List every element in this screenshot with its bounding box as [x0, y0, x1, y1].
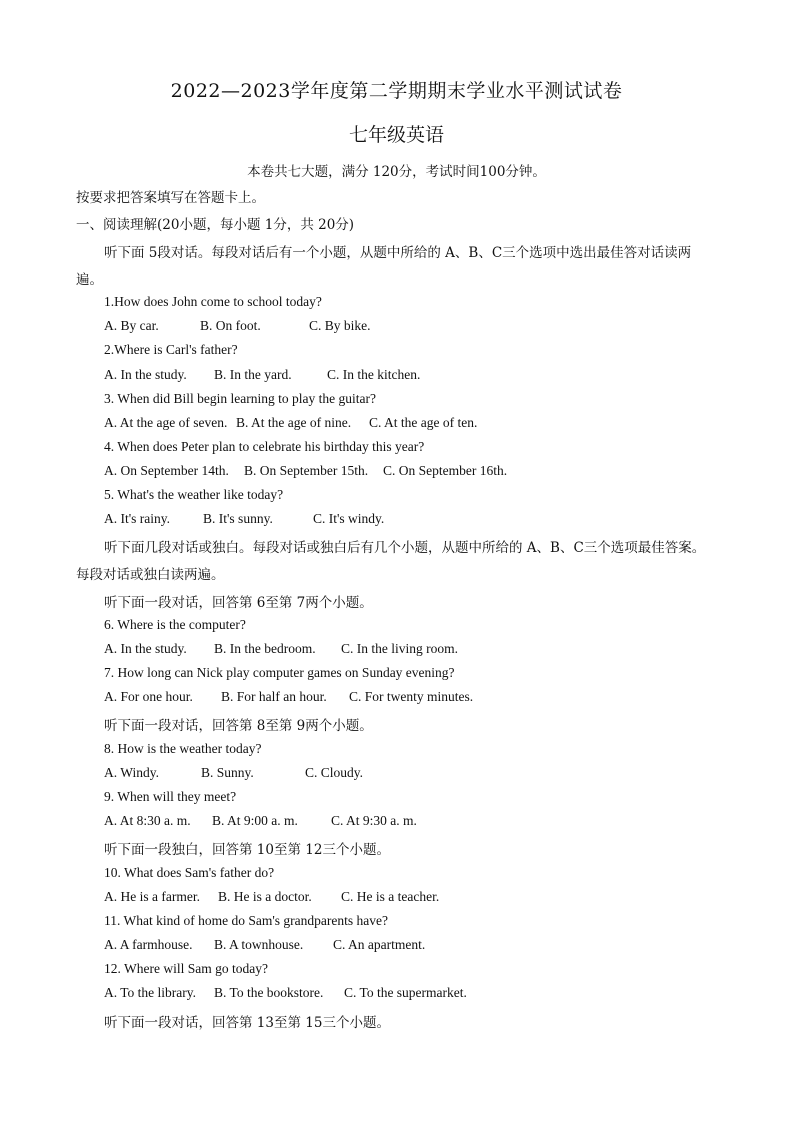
q7-option-b: B. For half an hour. [221, 689, 327, 704]
q11-option-b: B. A townhouse. [214, 937, 304, 952]
q1-option-c: C. By bike. [309, 318, 371, 333]
q4-option-c: C. On September 16th. [383, 463, 508, 478]
q8-option-a: A. Windy. [104, 765, 159, 780]
q7-option-a: A. For one hour. [104, 689, 193, 704]
q2-option-c: C. In the kitchen. [327, 367, 421, 382]
q4-option-b: B. On September 15th. [244, 463, 369, 478]
question-7: 7. How long can Nick play computer games on Sunday evening? [104, 665, 455, 680]
q12-option-c: C. To the supermarket. [344, 985, 467, 1000]
q9-option-c: C. At 9:30 a. m. [331, 813, 417, 828]
question-8: 8. How is the weather today? [104, 741, 262, 756]
q10-option-b: B. He is a doctor. [218, 889, 312, 904]
q10-option-c: C. He is a teacher. [341, 889, 440, 904]
q2-option-a: A. In the study. [104, 367, 187, 382]
question-6: 6. Where is the computer? [104, 617, 246, 632]
subheading-6-7: 听下面一段对话，回答第 6至第 7两个小题。 [104, 595, 373, 611]
directions-2: 听下面几段对话或独白。每段对话或独白后有几个小题，从题中所给的 A、B、C三个选项最佳答案。 [104, 540, 706, 556]
q10-option-a: A. He is a farmer. [104, 889, 200, 904]
directions-1: 听下面 5段对话。每段对话后有一个小题，从题中所给的 A、B、C三个选项中选出最佳答对话读两 [104, 245, 692, 261]
q5-option-a: A. It's rainy. [104, 511, 171, 526]
q9-option-b: B. At 9:00 a. m. [212, 813, 298, 828]
q3-option-c: C. At the age of ten. [369, 415, 478, 430]
directions-1-cont: 遍。 [76, 272, 103, 288]
subheading-8-9: 听下面一段对话，回答第 8至第 9两个小题。 [104, 718, 373, 734]
exam-title: 2022—2023学年度第二学期期末学业水平测试试卷 [170, 80, 623, 102]
q5-option-c: C. It's windy. [313, 511, 385, 526]
q6-option-c: C. In the living room. [341, 641, 458, 656]
exam-subtitle: 七年级英语 [348, 124, 444, 146]
question-2: 2.Where is Carl's father? [104, 342, 238, 357]
q12-option-a: A. To the library. [104, 985, 197, 1000]
exam-intro: 本卷共七大题，满分 120分，考试时间100分钟。 [247, 164, 546, 180]
q11-option-a: A. A farmhouse. [104, 937, 193, 952]
q7-option-c: C. For twenty minutes. [349, 689, 474, 704]
instruction: 按要求把答案填写在答题卡上。 [76, 190, 265, 206]
question-9: 9. When will they meet? [104, 789, 237, 804]
question-12: 12. Where will Sam go today? [104, 961, 268, 976]
q6-option-a: A. In the study. [104, 641, 187, 656]
q2-option-b: B. In the yard. [214, 367, 292, 382]
question-11: 11. What kind of home do Sam's grandparents have? [104, 913, 388, 928]
q6-option-b: B. In the bedroom. [214, 641, 316, 656]
q5-option-b: B. It's sunny. [203, 511, 273, 526]
q1-option-b: B. On foot. [200, 318, 261, 333]
question-4: 4. When does Peter plan to celebrate his birthday this year? [104, 439, 425, 454]
question-10: 10. What does Sam's father do? [104, 865, 275, 880]
q3-option-a: A. At the age of seven. [104, 415, 228, 430]
q12-option-b: B. To the bookstore. [214, 985, 324, 1000]
q8-option-c: C. Cloudy. [305, 765, 364, 780]
q1-option-a: A. By car. [104, 318, 159, 333]
question-1: 1.How does John come to school today? [104, 294, 322, 309]
q4-option-a: A. On September 14th. [104, 463, 229, 478]
q3-option-b: B. At the age of nine. [236, 415, 352, 430]
question-3: 3. When did Bill begin learning to play the guitar? [104, 391, 376, 406]
subheading-13-15: 听下面一段对话，回答第 13至第 15三个小题。 [104, 1015, 390, 1031]
q11-option-c: C. An apartment. [333, 937, 426, 952]
q9-option-a: A. At 8:30 a. m. [104, 813, 191, 828]
q8-option-b: B. Sunny. [201, 765, 254, 780]
directions-2-cont: 每段对话或独白读两遍。 [76, 567, 225, 583]
question-5: 5. What's the weather like today? [104, 487, 284, 502]
section-heading: 一、阅读理解(20小题，每小题 1分，共 20分) [76, 217, 355, 233]
subheading-10-12: 听下面一段独白，回答第 10至第 12三个小题。 [104, 842, 390, 858]
